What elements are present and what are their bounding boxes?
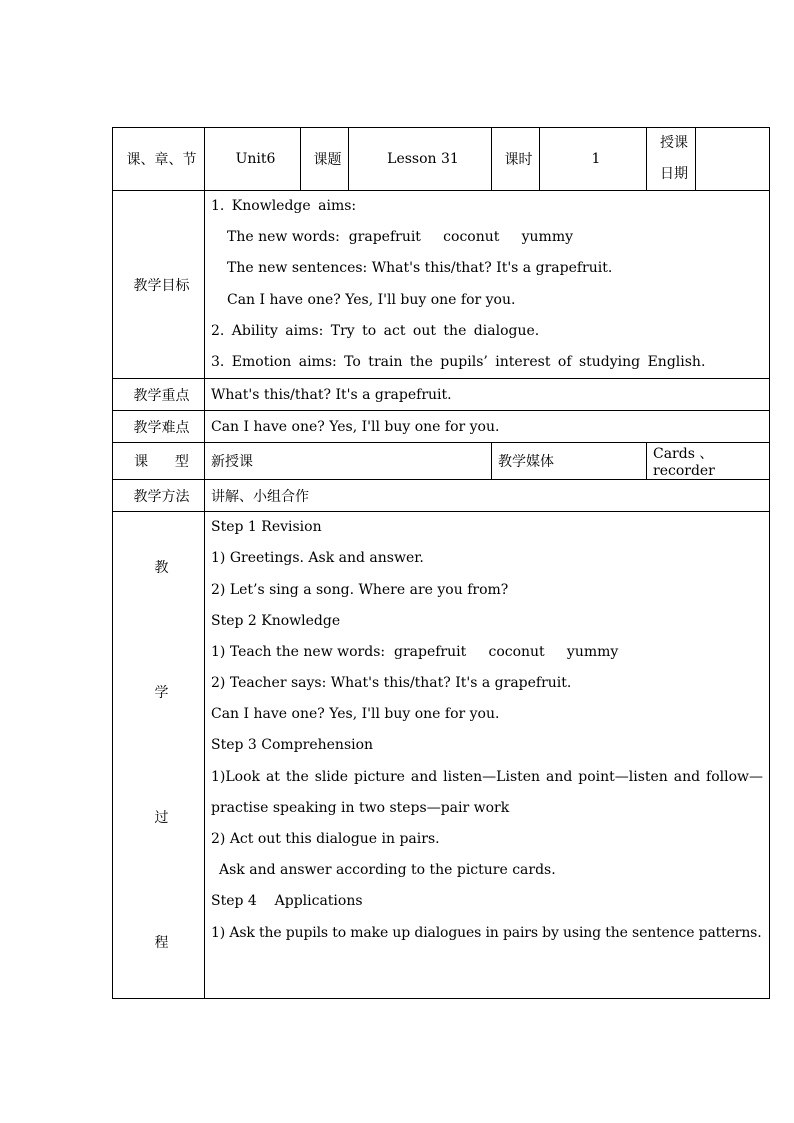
- process-line: Step 1 Revision: [211, 519, 322, 536]
- process-label-char: 程: [154, 935, 169, 952]
- objective-line: The new sentences: What's this/that? It's a grapefruit.: [227, 260, 613, 277]
- process-line: 2) Act out this dialogue in pairs.: [211, 831, 440, 847]
- process-line: practise speaking in two steps—pair work: [211, 799, 510, 816]
- process-line: 2) Let’s sing a song. Where are you from?: [211, 581, 509, 598]
- date-value: [696, 128, 770, 191]
- type-value: 新授课: [205, 443, 492, 480]
- process-line: Ask and answer according to the picture cards.: [219, 862, 556, 879]
- objectives-content: [205, 191, 770, 379]
- objective-line: 3. Emotion aims: To train the pupils’ interest of studying English.: [211, 353, 706, 370]
- process-row: [113, 512, 770, 999]
- difficulties-text: Can I have one? Yes, I'll buy one for you.: [205, 411, 770, 443]
- unit-value: Unit6: [205, 128, 301, 191]
- process-line: Step 2 Knowledge: [211, 612, 341, 629]
- process-label: [113, 512, 205, 999]
- header-row: [113, 128, 770, 191]
- difficulties-label: 教学难点: [113, 411, 205, 443]
- lesson-value: Lesson 31: [349, 128, 492, 191]
- process-line: Can I have one? Yes, I'll buy one for you.: [211, 706, 500, 723]
- methods-label: 教学方法: [113, 480, 205, 512]
- objective-line: The new words: grapefruit coconut yummy: [227, 229, 574, 246]
- methods-row: [113, 480, 770, 512]
- process-line: 2) Teacher says: What's this/that? It's a grapefruit.: [211, 675, 572, 692]
- date-label: [647, 128, 696, 191]
- process-content: [205, 512, 770, 999]
- process-label-char: 教: [154, 560, 169, 577]
- process-line: 1) Ask the pupils to make up dialogues in pairs by using the sentence patterns.: [211, 924, 762, 941]
- date-label-line-2: 日期: [660, 166, 688, 182]
- objective-line: 2. Ability aims: Try to act out the dialogue.: [211, 322, 540, 339]
- objective-line: 1. Knowledge aims:: [211, 198, 357, 214]
- key-points-text: What's this/that? It's a grapefruit.: [205, 379, 770, 411]
- process-line: 1) Teach the new words: grapefruit coconut yummy: [211, 643, 619, 660]
- type-label: 课 型: [113, 443, 205, 480]
- lesson-plan-table: [112, 127, 770, 999]
- section-label: 课、章、节: [113, 128, 205, 191]
- process-line: Step 3 Comprehension: [211, 737, 374, 754]
- process-label-char: 学: [154, 685, 169, 702]
- topic-label: 课题: [301, 128, 349, 191]
- process-line: 1)Look at the slide picture and listen—Listen and point—listen and follow—: [211, 768, 763, 785]
- date-label-line-1: 授课: [660, 135, 688, 151]
- type-row: [113, 443, 770, 480]
- difficulties-row: [113, 411, 770, 443]
- media-value: Cards 、recorder: [647, 443, 770, 480]
- key-points-row: [113, 379, 770, 411]
- process-line: Step 4 Applications: [211, 893, 363, 910]
- methods-value: 讲解、小组合作: [205, 480, 770, 512]
- process-line: 1) Greetings. Ask and answer.: [211, 550, 424, 567]
- objective-line: Can I have one? Yes, I'll buy one for you.: [227, 291, 516, 308]
- period-label: 课时: [492, 128, 540, 191]
- key-points-label: 教学重点: [113, 379, 205, 411]
- period-value: 1: [540, 128, 647, 191]
- objectives-label: 教学目标: [113, 191, 205, 379]
- media-label: 教学媒体: [492, 443, 647, 480]
- objectives-row: [113, 191, 770, 379]
- process-label-char: 过: [154, 810, 169, 827]
